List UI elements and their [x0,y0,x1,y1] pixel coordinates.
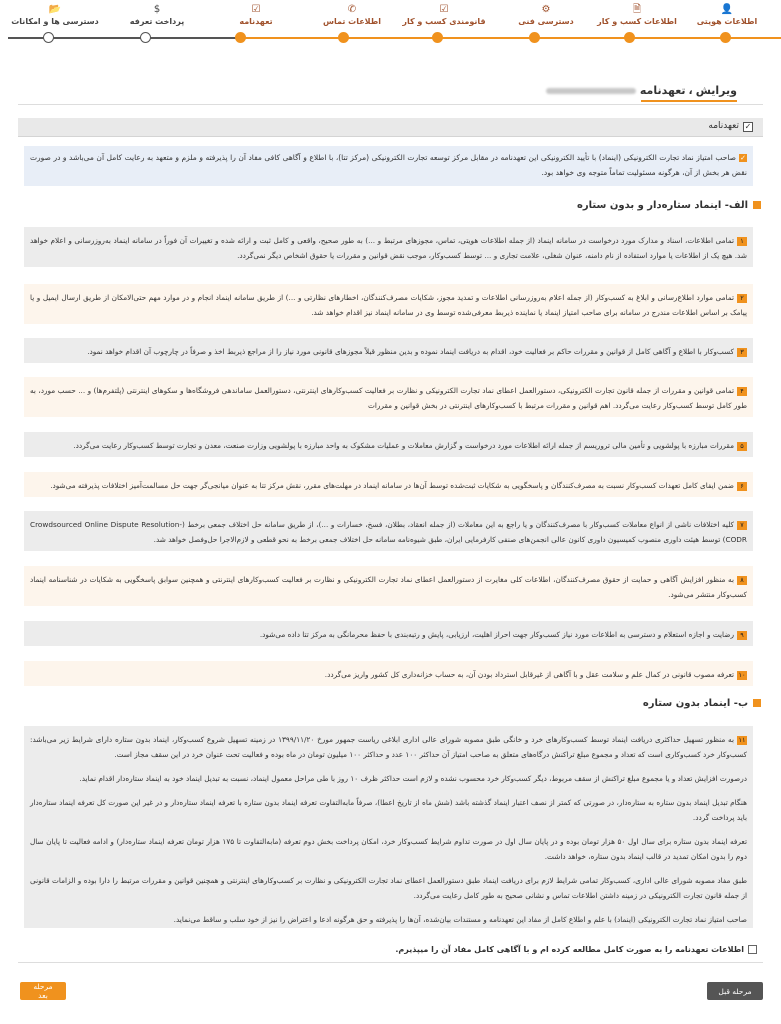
item-text: ضمن ایفای کامل تعهدات کسب‌وکار نسبت به مصرف‌کنندگان و پاسخگویی به شکایات ثبت‌شده توسط آن‌ها در سامانه اینماد در مهلت‌های مقرر، نقش مرکز تتا به عنوان میانجی‌گر جهت حل مسالمت‌آمیز اختلافات پذیرفته می‌شود. [50,481,734,490]
item-paragraph: تعرفه اینماد بدون ستاره برای سال اول ۵۰ هزار تومان بوده و در پایان سال اول در صورت تداوم شرایط کسب‌وکار خرد، امکان پرداخت بخش دوم تعرفه (مابه‌التفاوت تا ۱۷۵ هزار تومان تعرفه اینماد ستاره‌دار) و ادامه فعالیت تا پایان سال دوم را بدون امکان تمدید در قالب اینماد بدون ستاره، خواهد داشت. [30,837,747,861]
dollar-icon: $ [153,4,161,15]
item-paragraph: به منظور تسهیل حداکثری دریافت اینماد توسط کسب‌وکارهای خرد و خانگی طبق مصوبه شورای عالی اداری ابلاغی ریاست جمهور مورخ ۱۳۹۹/۱۱/۲۰ در زمینه تسهیل شروع کسب‌وکار، اینماد بدون ستاره دارای شرایط زیر می‌باشد: کسب‌وکار خرد کسب‌وکاری است که تعداد و مجموع مبلغ تراکنش درگاه‌های متعلق به صاحب امتیاز آن حداکثر ۱۰۰ عدد و حداکثر ۱۰۰ میلیون تومان در ماه بوده و فعالیت تحت عنوان خرد در این سقف مجاز است. [30,735,747,759]
page-title-separator: ، [688,84,693,97]
step-legality[interactable] [399,4,489,28]
step-identity[interactable] [682,4,772,28]
item-paragraph: هنگام تبدیل اینماد بدون ستاره به ستاره‌دار، در صورتی که کمتر از نصف اعتبار اینماد گذشته باشد (شش ماه از تاریخ اعطا)، صرفاً مابه‌التفاوت تعرفه اینماد بدون ستاره با تعرفه اینماد ستاره‌دار و در غیر این صورت کل تعرفه اینماد ستاره‌دار باید پرداخت گردد. [30,798,747,822]
step-dot [140,32,151,43]
item-paragraph: درصورت افزایش تعداد و یا مجموع مبلغ تراکنش از سقف مربوط، دیگر کسب‌وکار خرد محسوب نشده و لازم است حداکثر ظرف ۱۰ روز با طی مراحل معمول اینماد، نسبت به تبدیل اینماد خود به اینماد ستاره‌دار اقدام نماید. [79,774,747,783]
square-bullet-icon [753,201,761,209]
commitment-item-4 [24,377,753,417]
commitment-item-3 [24,338,753,363]
page-title-prefix: ویرایش [695,84,737,97]
item-text: تمامی قوانین و مقررات از جمله قانون تجارت الکترونیکی، دستورالعمل اعطای نماد تجارت الکترونیکی و نظارت بر فعالیت کسب‌وکارهای اینترنتی، دستورالعمل ساماندهی فروشگاه‌ها و سکوهای اینترنتی (پلتفرم‌ها) و ... حسب مورد، به طور کامل توسط کسب‌وکار رعایت می‌گردد. اهم قوانین و مقررات مرتبط با کسب‌وکارهای اینترنتی در بخش قوانین و مقررات [30,386,747,410]
item-number: ۵ [737,442,747,451]
section-b-heading [643,698,761,709]
progress-stepper [0,0,781,48]
item-text: کلیه اختلافات ناشی از انواع معاملات کسب‌وکار با مصرف‌کنندگان و یا راجع به این معاملات (از جمله انعقاد، بطلان، فسخ، خسارات و ...)، از طریق سامانه حل اختلاف جمعی برخط (Crowdsourced Online Dispute Resolution-CODR) توسط هیئت داوری منصوب کمیسیون داوری کانون عالی انجمن‌های صنفی کارفرمایی ایران، طبق شیوه‌نامه سامانه حل اختلاف جمعی برخط به نحو قطعی و لازم‌الاجرا حل‌وفصل خواهد شد. [30,520,747,544]
step-label: اطلاعات هویتی [696,17,758,26]
commitment-item-1 [24,227,753,267]
step-label: اطلاعات تماس [322,17,382,26]
step-label: دسترسی ها و امکانات [11,17,99,26]
intro-text: صاحب امتیاز نماد تجارت الکترونیکی (اینماد) با تأیید الکترونیکی این تعهدنامه در مقابل مرکز توسعه تجارت الکترونیکی (مرکز تتا)، با اطلاع و آگاهی کافی مفاد آن را پذیرفته و ملزم و متعهد به رعایت کامل آن می‌باشد و در صورت نقض هر بخش از آن، هرگونه مسئولیت تماماً متوجه وی خواهد بود. [30,153,747,177]
commitment-item-9 [24,621,753,646]
step-business[interactable] [592,4,682,28]
check-icon: ✓ [744,122,752,131]
item-number: ۴ [737,387,747,396]
section-b-title: ب- اینماد بدون ستاره [642,698,748,709]
commitment-item-2 [24,284,753,324]
step-label: پرداخت تعرفه [129,17,185,26]
commitment-panel-header [18,118,763,137]
divider [18,962,763,963]
step-dot [720,32,731,43]
folder-icon: 📂 [48,4,62,15]
panel-title: تعهدنامه [708,121,739,131]
step-dot [624,32,635,43]
item-paragraph: طبق مفاد مصوبه شورای عالی اداری، کسب‌وکار تمامی شرایط لازم برای دریافت اینماد طبق دستورالعمل اعطای نماد تجارت الکترونیکی و نظارت بر کسب‌وکارهای اینترنتی و همچنین قوانین و مقررات مرتبط را دارا بوده و الزامات قانونی از جمله قانون تجارت الکترونیکی در زمینه داشتن اطلاعات تماس و نشانی صحیح به طور کامل رعایت می‌گردد. [30,876,747,900]
check-icon: ✓ [740,154,746,162]
step-contact[interactable] [307,4,397,28]
step-dot [338,32,349,43]
commitment-item-8 [24,566,753,606]
item-number: ۸ [737,576,747,585]
step-dot [235,32,246,43]
item-text: به منظور افزایش آگاهی و حمایت از حقوق مصرف‌کنندگان، اطلاعات کلی مغایرت از دستورالعمل اعطای نماد تجارت الکترونیکی و نظارت بر فعالیت کسب‌وکارهای اینترنتی و همچنین سوابق پاسخگویی به شکایات در شناسنامه اینماد کسب‌وکار منتشر می‌شود. [30,575,747,599]
commitment-item-6 [24,472,753,497]
item-text: رضایت و اجازه استعلام و دسترسی به اطلاعات مورد نیاز کسب‌وکار جهت احراز اهلیت، ارزیابی، پایش و رتبه‌بندی با حفظ محرمانگی به مرکز تتا داده می‌شود. [259,630,734,639]
step-technical-access[interactable] [501,4,591,28]
commitment-item-10 [24,661,753,686]
section-a-heading [577,200,761,211]
item-text: تمامی موارد اطلاع‌رسانی و ابلاغ به کسب‌وکار (از جمله اعلام به‌روزرسانی اطلاعات و تمدید مجوز، شکایات مصرف‌کنندگان، اخطارهای نظارتی و ...) از طریق سامانه اینماد انجام و در موارد مهم حتی‌الامکان از طریق ارسال ایمیل و یا پیامک بر اساس اطلاعات مندرج در سامانه برای صاحب امتیاز اینماد یا نماینده ذیربط معرفی‌شده توسط وی در سامانه اینماد نیز اقدام خواهد شد. [30,293,747,317]
item-text: مقررات مبارزه با پولشویی و تأمین مالی تروریسم از جمله ارائه اطلاعات مورد درخواست و گزارش معاملات و عملیات مشکوک به واحد مبارزه با پولشویی وزارت صنعت، معدن و تجارت توسط کسب‌وکار رعایت می‌گردد. [73,441,734,450]
commitment-item-5 [24,432,753,457]
step-payment[interactable] [112,4,202,28]
step-dot [432,32,443,43]
commitment-item-11 [24,726,753,928]
agreement-checkbox[interactable] [748,945,757,954]
item-number: ۱ [737,237,747,246]
step-label: دسترسی فنی [518,17,574,26]
step-dot [529,32,540,43]
divider [18,104,763,105]
previous-step-button[interactable]: مرحله قبل [707,982,763,1000]
next-step-button[interactable]: مرحله بعد [20,982,66,1000]
item-text: کسب‌وکار با اطلاع و آگاهی کامل از قوانین و مقررات حاکم بر فعالیت خود، اقدام به دریافت اینماد نموده و بدین منظور قبلاً مجوزهای قانونی مورد نیاز را از مراجع ذیربط اخذ و صرفاً در چارچوب آن اقدام خواهد نمود. [87,347,734,356]
page-title-text: تعهدنامه [639,84,686,97]
document-icon: 🗎 [632,4,642,15]
commitment-item-7 [24,511,753,551]
agreement-row[interactable] [395,945,757,954]
item-text: تمامی اطلاعات، اسناد و مدارک مورد درخواست در سامانه اینماد (از جمله اطلاعات هویتی، تماس، مجوزهای مرتبط و ...) به طور صحیح، واقعی و کامل ثبت و ارائه شده و تغییرات آن فوراً در سامانه اینماد به‌روزرسانی و اعلام خواهد شد. هیچ یک از اطلاعات یا موارد استفاده از نام دامنه، عنوان شغلی، علامت تجاری و ... توسط کسب‌وکار، موجب نقض قوانین و مقررات یا حقوق اشخاص دیگر نمی‌گردد. [30,236,747,260]
agreement-label: اطلاعات تعهدنامه را به صورت کامل مطالعه کرده ام و با آگاهی کامل مفاد آن را میپذیرم. [395,945,744,954]
item-number: ۱۱ [738,735,746,744]
item-text: تعرفه مصوب قانونی در کمال علم و سلامت عقل و با آگاهی از غیرقابل استرداد بودن آن، به حساب خزانه‌داری کل کشور واریز می‌گردد. [324,670,734,679]
section-a-title: الف- اینماد ستاره‌دار و بدون ستاره [577,200,748,211]
phone-icon: ✆ [347,4,357,15]
checkbox-icon: ☑ [439,4,449,15]
item-number: ۳ [737,348,747,357]
item-number: ۲ [737,294,747,303]
step-label: اطلاعات کسب و کار [597,17,677,26]
intro-statement [24,146,753,186]
item-number: ۷ [737,521,747,530]
redacted-domain [546,88,636,94]
step-dot [43,32,54,43]
step-label: تعهدنامه [239,17,273,26]
step-label: قانومندی کسب و کار [402,17,486,26]
step-access-features[interactable] [10,4,100,28]
title-underline [641,100,737,102]
user-icon: 👤 [720,4,734,15]
gear-icon: ⚙ [541,4,551,15]
item-number: ۶ [737,482,747,491]
item-number: ۱۰ [738,670,746,679]
square-bullet-icon [753,699,761,707]
stepper-track-done [241,37,781,39]
checkbox-icon: ☑ [251,4,261,15]
item-paragraph: صاحب امتیاز نماد تجارت الکترونیکی (اینماد) با علم و اطلاع کامل از مفاد این تعهدنامه و مستندات بیان‌شده، آن‌ها را پذیرفته و حق هرگونه ادعا و اعتراض را نیز از خود سلب و ساقط می‌نماید. [173,915,747,924]
item-number: ۹ [737,631,747,640]
step-commitment[interactable] [211,4,301,28]
page-title [542,84,737,97]
